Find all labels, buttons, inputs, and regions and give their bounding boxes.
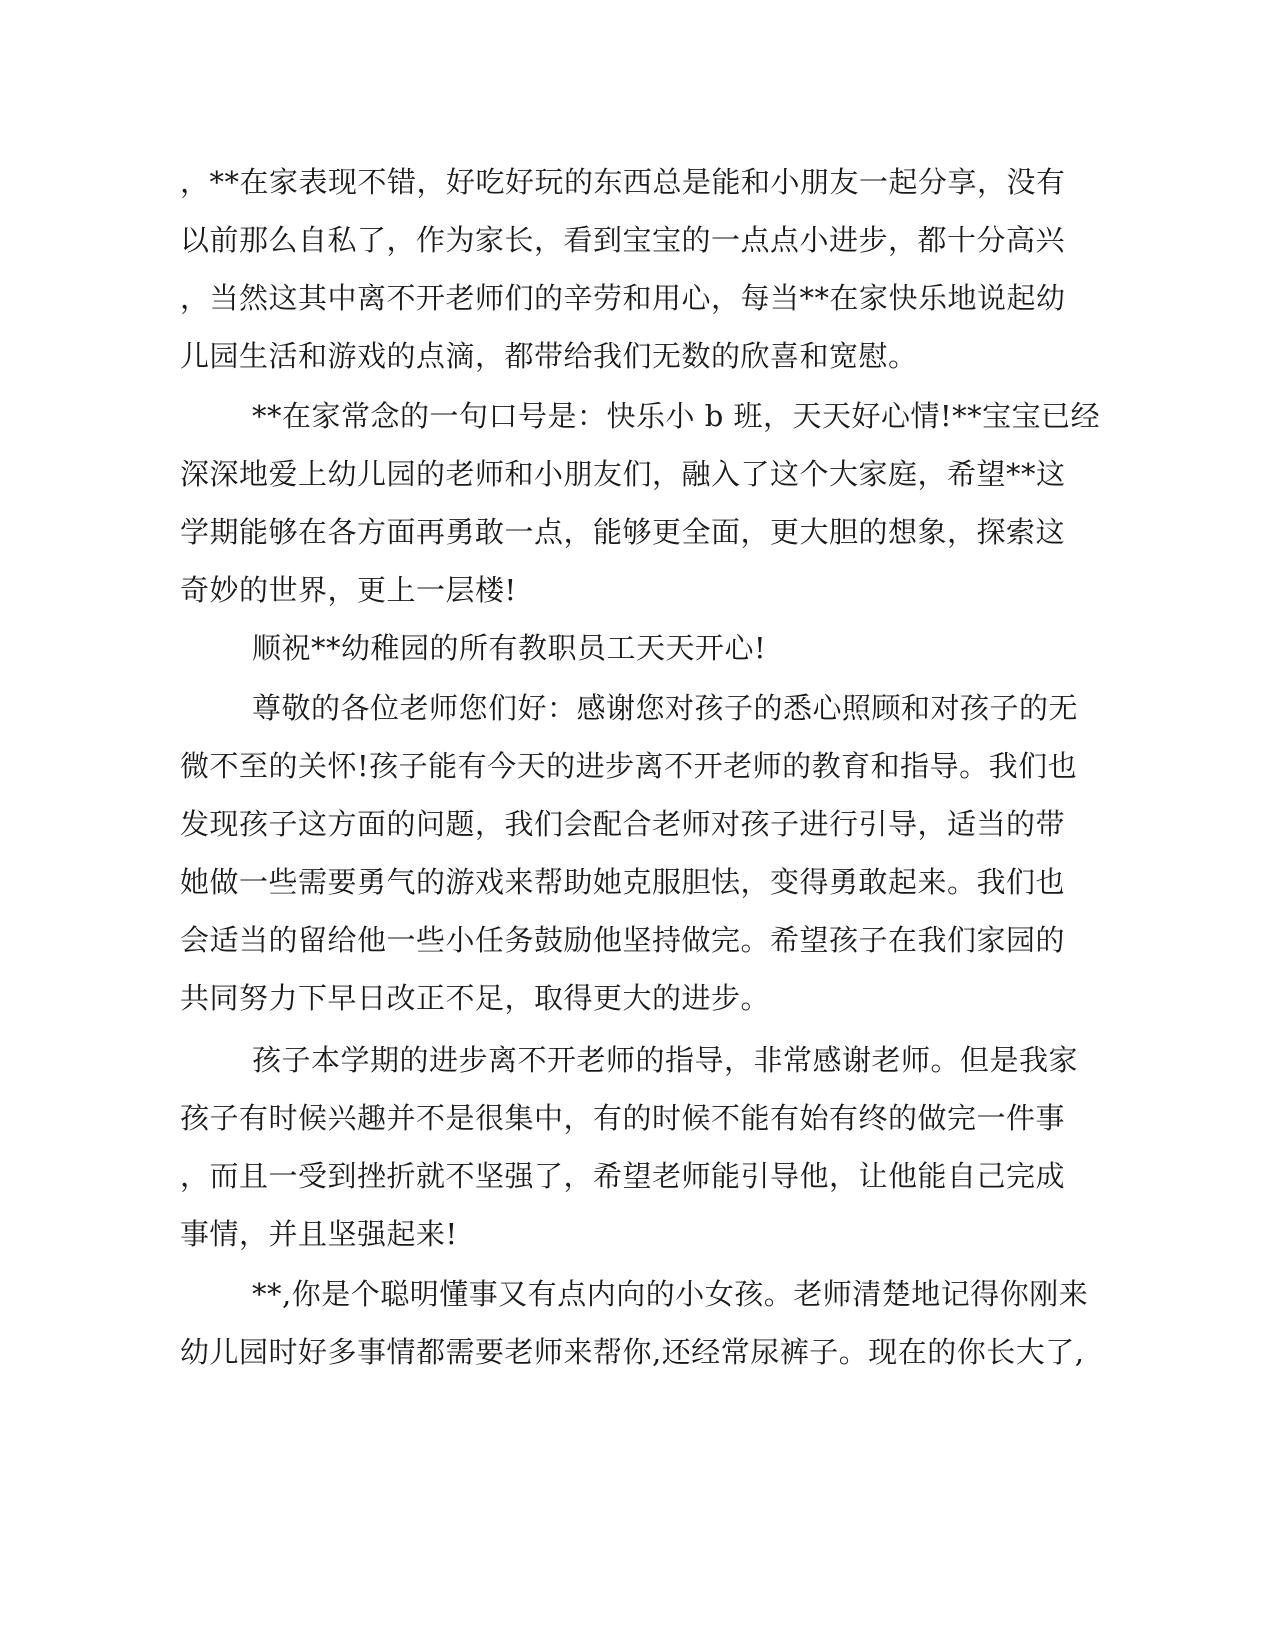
text-line: ，**在家表现不错，好吃好玩的东西总是能和小朋友一起分享，没有: [180, 165, 1066, 199]
text-line: 以前那么自私了，作为家长，看到宝宝的一点点小进步，都十分高兴: [180, 223, 1066, 257]
paragraph-first-line: 顺祝**幼稚园的所有教职员工天天开心!: [252, 631, 767, 665]
paragraph-first-line: **,你是个聪明懂事又有点内向的小女孩。老师清楚地记得你刚来: [252, 1277, 1089, 1311]
text-line: 会适当的留给他一些小任务鼓励他坚持做完。希望孩子在我们家园的: [180, 923, 1066, 957]
text-line: 事情，并且坚强起来!: [180, 1217, 458, 1251]
paragraph-first-line: **在家常念的一句口号是：快乐小 b 班，天天好心情!**宝宝已经: [252, 399, 1101, 433]
text-line: 共同努力下早日改正不足，取得更大的进步。: [180, 981, 771, 1015]
text-line: 幼儿园时好多事情都需要老师来帮你,还经常尿裤子。现在的你长大了,: [180, 1335, 1085, 1369]
text-line: ，当然这其中离不开老师们的辛劳和用心，每当**在家快乐地说起幼: [180, 281, 1066, 315]
text-line: 学期能够在各方面再勇敢一点，能够更全面，更大胆的想象，探索这: [180, 515, 1066, 549]
text-line: 深深地爱上幼儿园的老师和小朋友们，融入了这个大家庭，希望**这: [180, 457, 1066, 491]
text-line: 奇妙的世界，更上一层楼!: [180, 573, 517, 607]
text-line: ，而且一受到挫折就不坚强了，希望老师能引导他，让他能自己完成: [180, 1159, 1066, 1193]
text-line: 儿园生活和游戏的点滴，都带给我们无数的欣喜和宽慰。: [180, 339, 918, 373]
text-line: 微不至的关怀!孩子能有今天的进步离不开老师的教育和指导。我们也: [180, 749, 1078, 783]
paragraph-first-line: 孩子本学期的进步离不开老师的指导，非常感谢老师。但是我家: [252, 1043, 1079, 1077]
paragraph-first-line: 尊敬的各位老师您们好：感谢您对孩子的悉心照顾和对孩子的无: [252, 691, 1079, 725]
text-line: 她做一些需要勇气的游戏来帮助她克服胆怯，变得勇敢起来。我们也: [180, 865, 1066, 899]
text-line: 孩子有时候兴趣并不是很集中，有的时候不能有始有终的做完一件事: [180, 1101, 1066, 1135]
text-line: 发现孩子这方面的问题，我们会配合老师对孩子进行引导，适当的带: [180, 807, 1066, 841]
